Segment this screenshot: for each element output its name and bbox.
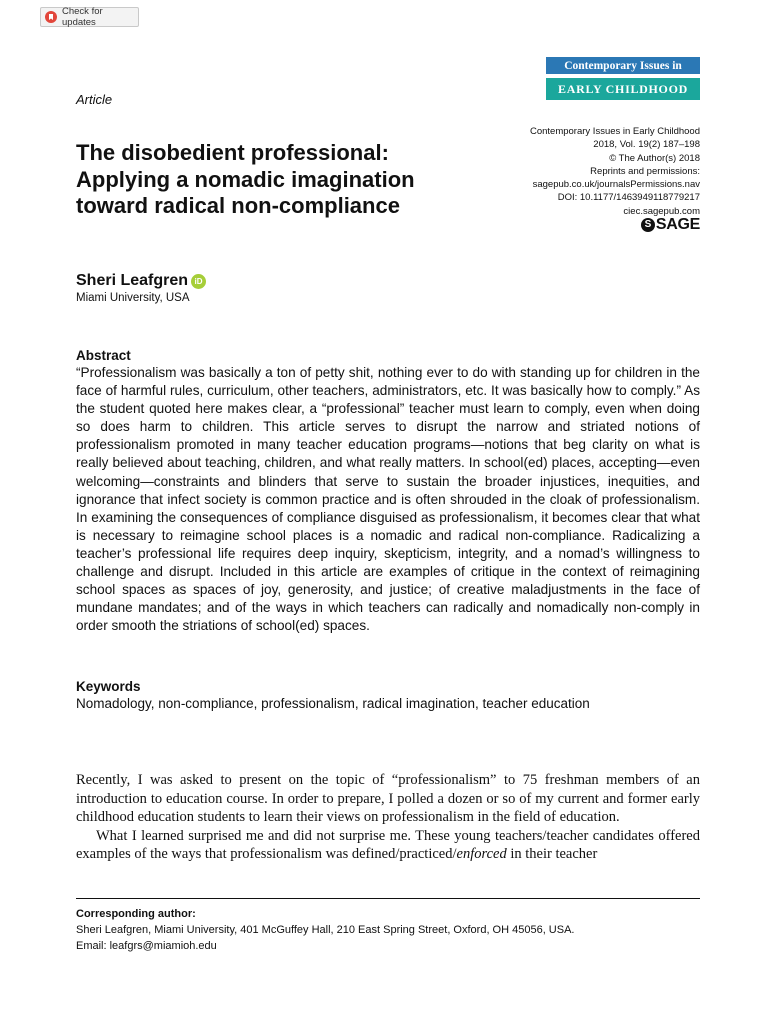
abstract-heading: Abstract — [76, 348, 131, 363]
check-for-updates-label: Check for updates — [62, 6, 103, 28]
journal-info — [530, 125, 700, 218]
author-block — [76, 272, 206, 290]
body-text — [76, 771, 700, 864]
article-type-label: Article — [76, 92, 113, 107]
journal-url[interactable]: ciec.sagepub.com — [623, 205, 700, 217]
orcid-icon[interactable]: iD — [191, 274, 206, 289]
journal-permissions-link[interactable]: sagepub.co.uk/journalsPermissions.nav — [532, 179, 700, 191]
abstract-text: “Professionalism was basically a ton of petty shit, nothing ever to do with standing up for children in the face of harmful rules, curriculum, other teachers, administrators, etc. It was basically how to comply.” As the student quoted here makes clear, a “professional” teacher must learn to comply, even when doing so does harm to children. This article serves to disrupt the narrow and striated notions of professionalism promoted in many teacher education programs—notions that beg clarity on what is really believed about teaching, children, and what really matters. In school(ed) places, accepting—even welcoming—constraints and blinders that serve to sustain the broader injustices, inequities, and ignorance that infect society is common practice and is often shrouded in the cloak of professionalism. In examining the consequences of compliance disguised as professionalism, it becomes clear that what is necessary to reimagine school places is a nomadic and radical non-compliance. Radicalizing a teacher’s professional life requires deep inquiry, skepticism, integrity, and a nomad’s willingness to challenge and disrupt. Included in this article are examples of critique in the context of reimagining school spaces as spaces of joy, generosity, and justice; of creative maladjustments in the face of mundane mandates; and of the ways in which teachers can radically and nomadically non-comply in order smooth the striations of school(ed) spaces. — [76, 365, 700, 634]
article-title — [76, 140, 496, 220]
journal-name: Contemporary Issues in Early Childhood — [529, 126, 700, 137]
journal-banner-top: Contemporary Issues in — [546, 57, 700, 74]
journal-reprints-label: Reprints and permissions: — [590, 165, 700, 177]
title-line: Applying a nomadic imagination — [76, 166, 415, 192]
author-name: Sheri Leafgren — [76, 272, 189, 289]
journal-doi[interactable]: DOI: 10.1177/1463949118779217 — [557, 192, 700, 204]
bookmark-ribbon-icon — [45, 11, 57, 23]
sage-mark-icon: S — [641, 218, 655, 232]
journal-banner-bottom: EARLY CHILDHOOD — [546, 78, 700, 100]
footnote-divider — [76, 898, 700, 899]
sage-logo-text: SAGE — [655, 216, 700, 233]
sage-logo — [641, 216, 700, 234]
body-paragraph: Recently, I was asked to present on the topic of “professionalism” to 75 freshman members of an introduction to education course. In order to prepare, I polled a dozen or so of my current and former early childhood education students to learn their views on professionalism in the field of education. — [76, 772, 700, 826]
check-for-updates-button[interactable] — [40, 7, 139, 27]
keywords-heading: Keywords — [76, 679, 141, 694]
correspondence-block — [76, 906, 574, 954]
body-text-run: What I learned surprised me and did not surprise me. These young teachers/teacher candidates offered examples of the ways that professionalism was defined/practiced/ — [76, 827, 700, 863]
author-affiliation: Miami University, USA — [76, 292, 190, 304]
journal-volume: 2018, Vol. 19(2) 187–198 — [593, 139, 700, 151]
correspondence-email[interactable]: Email: leafgrs@miamioh.edu — [76, 940, 217, 952]
keywords-text: Nomadology, non-compliance, professionalism, radical imagination, teacher education — [76, 696, 590, 711]
body-emphasis: enforced — [456, 846, 507, 863]
title-line: toward radical non-compliance — [76, 193, 400, 218]
correspondence-address: Sheri Leafgren, Miami University, 401 McGuffey Hall, 210 East Spring Street, Oxford, OH 45056, USA. — [76, 924, 575, 936]
title-line: The disobedient professional: — [76, 140, 389, 165]
body-text-run: in their teacher — [506, 846, 598, 863]
body-paragraph — [76, 827, 700, 864]
correspondence-label: Corresponding author: — [76, 908, 196, 920]
journal-copyright: © The Author(s) 2018 — [609, 152, 700, 164]
